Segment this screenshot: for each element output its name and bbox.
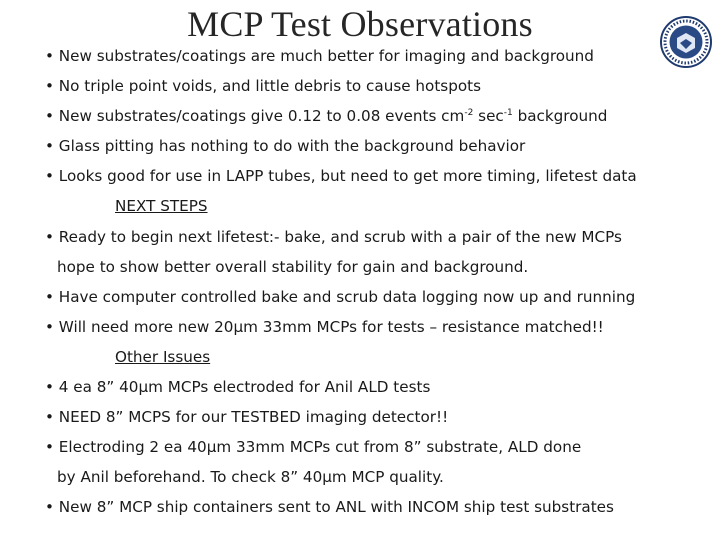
bullet-text: sec: [473, 107, 504, 125]
section-heading-other-issues: Other Issues: [115, 348, 211, 366]
bullet-text: Have computer controlled bake and scrub data logging now up and running: [58, 288, 636, 306]
bullet-marker: •: [45, 47, 54, 65]
bullet-marker: •: [45, 288, 54, 306]
bullet-line: [45, 377, 430, 397]
bullet-marker: •: [45, 137, 54, 155]
bullet-text: New 8” MCP ship containers sent to ANL with INCOM ship test substrates: [58, 498, 614, 516]
bullet-marker: •: [45, 167, 54, 185]
bullet-text: Ready to begin next lifetest:- bake, and scrub with a pair of the new MCPs: [58, 228, 622, 246]
bullet-text: NEED 8” MCPS for our TESTBED imaging detector!!: [58, 408, 449, 426]
bullet-line: [45, 227, 622, 247]
bullet-text: background: [512, 107, 608, 125]
bullet-line: [45, 317, 604, 337]
bullet-line: [45, 166, 637, 186]
bullet-text: No triple point voids, and little debris to cause hotspots: [58, 77, 481, 95]
bullet-marker: •: [45, 318, 54, 336]
slide-title: MCP Test Observations: [187, 4, 533, 44]
bullet-text: Glass pitting has nothing to do with the background behavior: [58, 137, 526, 155]
bullet-text: New substrates/coatings are much better for imaging and background: [58, 47, 594, 65]
bullet-marker: •: [45, 498, 54, 516]
continuation-line: by Anil beforehand. To check 8” 40µm MCP quality.: [57, 468, 444, 486]
bullet-marker: •: [45, 107, 54, 125]
bullet-line-background-rate: [45, 106, 607, 126]
bullet-marker: •: [45, 378, 54, 396]
bullet-line: [45, 497, 614, 517]
section-heading-next-steps: NEXT STEPS: [115, 197, 208, 215]
bullet-line: [45, 437, 581, 457]
bullet-text: 4 ea 8” 40µm MCPs electroded for Anil ALD tests: [58, 378, 431, 396]
bullet-marker: •: [45, 408, 54, 426]
bullet-text: Will need more new 20µm 33mm MCPs for tests – resistance matched!!: [58, 318, 604, 336]
bullet-text: Electroding 2 ea 40µm 33mm MCPs cut from 8” substrate, ALD done: [58, 438, 582, 456]
bullet-line: [45, 76, 481, 96]
bullet-line: [45, 136, 525, 156]
bullet-line: [45, 46, 594, 66]
bullet-marker: •: [45, 77, 54, 95]
bullet-text: Looks good for use in LAPP tubes, but need to get more timing, lifetest data: [58, 167, 637, 185]
bullet-marker: •: [45, 228, 54, 246]
bullet-marker: •: [45, 438, 54, 456]
exponent: -1: [503, 108, 513, 118]
bullet-line: [45, 407, 448, 427]
bullet-text: New substrates/coatings give 0.12 to 0.08 events cm: [58, 107, 465, 125]
bullet-line: [45, 287, 635, 307]
exponent: -2: [464, 108, 474, 118]
continuation-line: hope to show better overall stability for gain and background.: [57, 258, 529, 276]
